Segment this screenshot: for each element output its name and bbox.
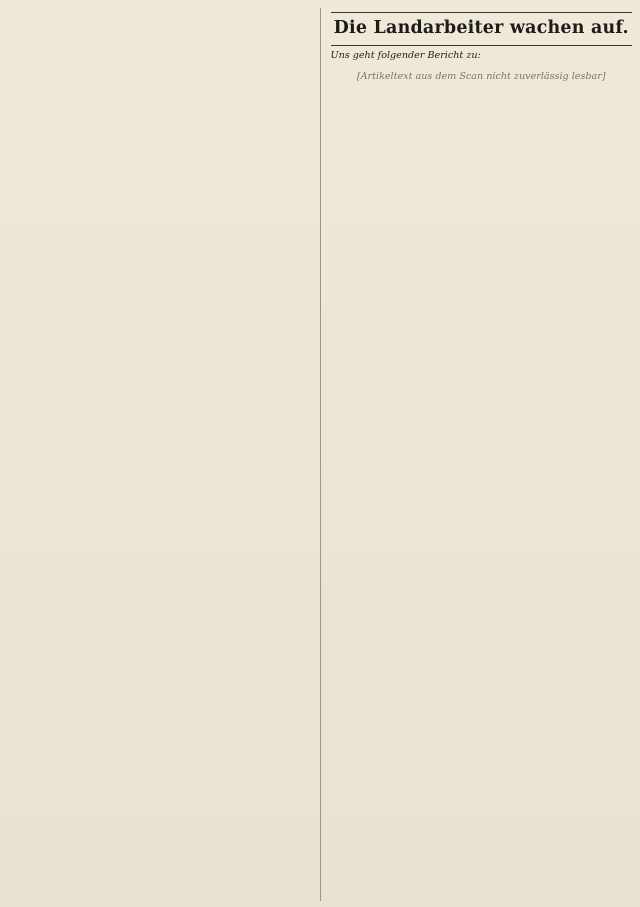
right-column (331, 6, 633, 903)
article-headline: Die Landarbeiter wachen auf. (331, 12, 633, 46)
text-unavailable-note: [Artikeltext aus dem Scan nicht zuverlässig lesbar] (356, 71, 606, 83)
article-byline: Uns geht folgender Bericht zu: (330, 50, 481, 61)
column-divider (320, 8, 321, 901)
left-column (8, 6, 310, 903)
